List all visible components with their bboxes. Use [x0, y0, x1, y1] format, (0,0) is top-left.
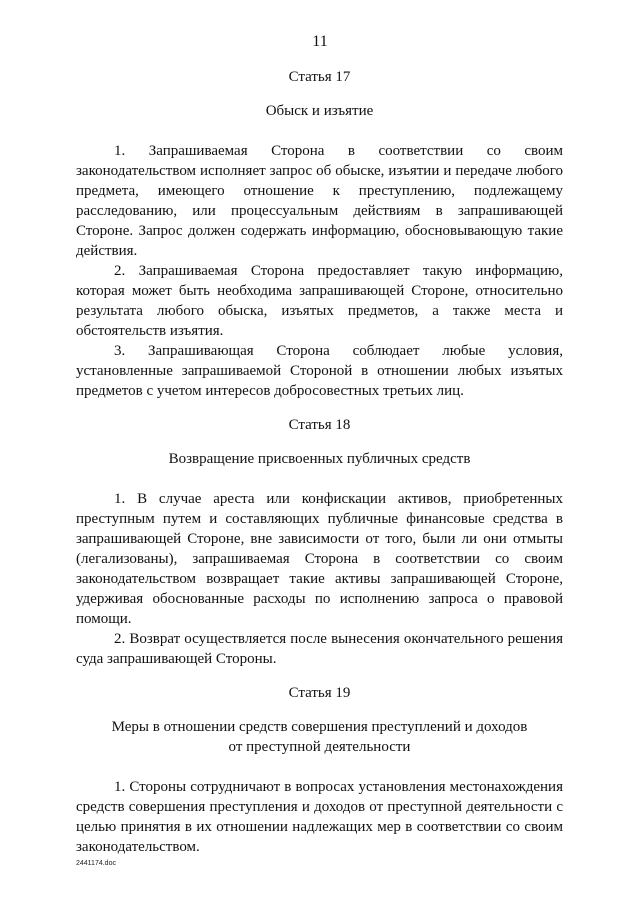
- article-heading: Статья 18: [288, 417, 351, 433]
- article-19: [76, 683, 563, 857]
- article-17: [76, 67, 563, 401]
- document-filename: 2441174.doc: [76, 860, 116, 867]
- paragraph: 1. В случае ареста или конфискации активов, приобретенных преступным путем и составляющих публичные финансовые средства в запрашивающей Стороне, вне зависимости от того, были ли они отмыты (легализованы), запрашиваемая Сторона в соответствии со своим законодательством возвращает такие активы запрашивающей Стороне, удерживая обоснованные расходы по исполнению запроса о правовой помощи.: [76, 491, 563, 627]
- article-heading: Статья 19: [288, 685, 351, 701]
- paragraph: 1. Стороны сотрудничают в вопросах установления местонахождения средств совершения преступления и доходов от преступной деятельности с целью принятия в их отношении надлежащих мер в соответствии со своим законодательством.: [76, 779, 563, 855]
- article-title: Возвращение присвоенных публичных средств: [168, 451, 471, 467]
- paragraph: 3. Запрашивающая Сторона соблюдает любые условия, установленные запрашиваемой Стороной в отношении любых изъятых предметов с учетом интересов добросовестных третьих лиц.: [76, 343, 563, 399]
- paragraph: 2. Запрашиваемая Сторона предоставляет такую информацию, которая может быть необходима запрашивающей Стороне, относительно результата любого обыска, изъятых предметов, а также места и обстоятельств изъятия.: [76, 263, 563, 339]
- article-title: Обыск и изъятие: [265, 103, 374, 119]
- page-number: 11: [312, 33, 328, 50]
- paragraph: 2. Возврат осуществляется после вынесения окончательного решения суда запрашивающей Стороны.: [76, 631, 563, 667]
- article-heading: Статья 17: [288, 69, 351, 85]
- paragraph: 1. Запрашиваемая Сторона в соответствии со своим законодательством исполняет запрос об обыске, изъятии и передаче любого предмета, имеющего отношение к преступлению, подлежащему расследованию, или процессуальным действиям в запрашивающей Стороне. Запрос должен содержать информацию, обосновывающую такие действия.: [76, 143, 563, 259]
- article-title: [76, 717, 563, 757]
- article-title-line: Меры в отношении средств совершения преступлений и доходов: [111, 719, 528, 735]
- document-body: [76, 67, 563, 857]
- article-18: [76, 415, 563, 669]
- article-title-line: от преступной деятельности: [228, 739, 411, 755]
